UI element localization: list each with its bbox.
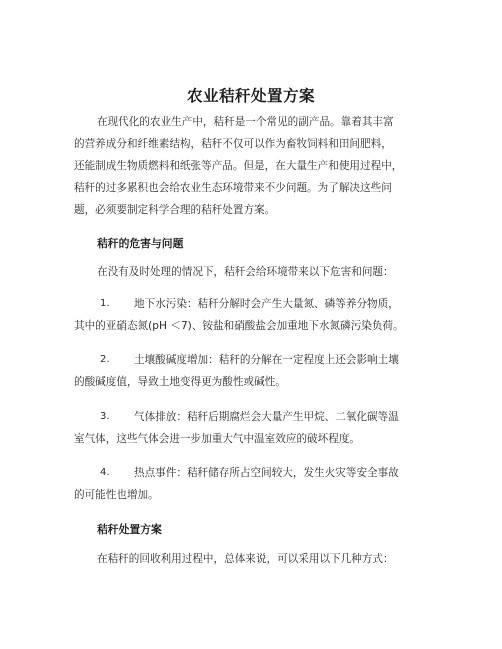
intro-line-2: 的营养成分和纤维素结构，秸秆不仅可以作为畜牧饲料和田间肥料，	[74, 138, 392, 150]
list-item-line: 的可能性也增加。	[74, 489, 159, 501]
list-item-line: 其中的亚硝态氮(pH ＜7)、铵盐和硝酸盐会加重地下水氮磷污染负荷。	[74, 320, 404, 332]
section-heading-hazards: 秸秆的危害与问题	[97, 237, 184, 250]
document-title: 农业秸秆处置方案	[186, 87, 315, 105]
intro-line-5: 题，必须要制定科学合理的秸秆处置方案。	[74, 204, 276, 216]
list-item-line: 室气体，这些气体会进一步加重大气中温室效应的破坏程度。	[74, 433, 361, 445]
intro-line-1: 在现代化的农业生产中，秸秆是一个常见的副产品。靠着其丰富	[97, 116, 394, 128]
list-item-number: 1.	[100, 298, 110, 309]
list-item-line: 地下水污染：秸秆分解时会产生大量氮、磷等养分物质，	[134, 298, 399, 310]
list-item-number: 3.	[100, 411, 110, 422]
intro-line-3: 还能制成生物质燃料和纸张等产品。但是，在大量生产和使用过程中，	[74, 160, 403, 172]
list-item-line: 土壤酸碱度增加：秸秆的分解在一定程度上还会影响土壤	[134, 354, 399, 366]
list-item-line: 热点事件：秸秆储存所占空间较大，发生火灾等安全事故	[134, 467, 399, 479]
list-item-line: 的酸碱度值，导致土地变得更为酸性或碱性。	[74, 376, 286, 388]
list-item-number: 2.	[100, 354, 110, 365]
section-lead-plan: 在秸秆的回收利用过程中，总体来说，可以采用以下几种方式：	[97, 553, 394, 565]
list-item-number: 4.	[100, 467, 110, 478]
intro-line-4: 秸秆的过多累积也会给农业生态环境带来不少问题。为了解决这些问	[74, 182, 392, 194]
section-heading-plan: 秸秆处置方案	[97, 523, 162, 536]
list-item-line: 气体排放：秸秆后期腐烂会大量产生甲烷、二氧化碳等温	[134, 411, 399, 423]
section-lead-hazards: 在没有及时处理的情况下，秸秆会给环境带来以下危害和问题：	[97, 266, 394, 278]
